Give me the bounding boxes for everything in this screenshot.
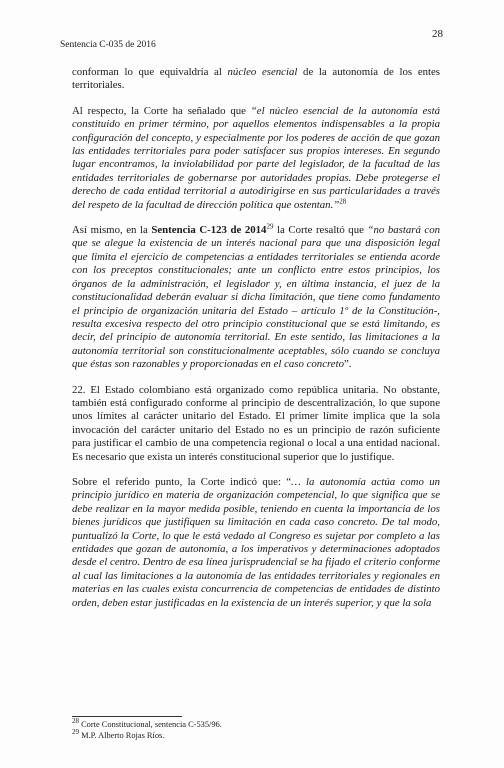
paragraph-2: Al respecto, la Corte ha señalado que “el núcleo esencial de la autonomía está constituido en primer término, por aquellos elementos indispensables a la propia configuración del concepto, y especialmente por los poderes de acción de que gozan las entidades territoriales para poder satisfacer sus propios intereses. En segundo lugar encontramos, la inviolabilidad por parte del legislador, de la facultad de las entidades territoriales de gobernarse por autoridades propias. Debe protegerse el derecho de cada entidad territorial a autodirigirse en sus particularidades a través del respeto de la facultad de dirección política que ostentan.”$^{28}$: [72, 104, 440, 211]
footnote-ref-28[interactable]: 28: [339, 197, 347, 206]
footnote-29: $^{29}$ M.P. Alberto Rojas Ríos.: [72, 727, 165, 740]
footnote-divider: [72, 716, 182, 717]
footnote-ref-29[interactable]: 29: [266, 222, 274, 231]
paragraph-1: conforman lo que equivaldría al núcleo esencial de la autonomía de los entes territoriales.: [72, 66, 441, 92]
paragraph-22: 22. El Estado colombiano está organizado como república unitaria. No obstante, también está configurado conforme al principio de descentralización, lo que supone unos límites al carácter unitario del Estado. El primer límite implica que la sola invocación del carácter unitario del Estado no es un principio de razón suficiente para justificar el cambio de una competencia regional o local a una entidad nacional. Es necesario que exista un interés constitucional superior que lo justifique.: [72, 383, 440, 463]
page-number: 28: [432, 28, 443, 40]
document-body: [72, 66, 440, 622]
footnotes: [72, 717, 440, 741]
running-header: Sentencia C-035 de 2016: [60, 40, 156, 50]
paragraph-3: Así mismo, en la Sentencia C-123 de 2014$^{29}$ la Corte resaltó que “no bastará con que se alegue la existencia de un interés nacional para que una disposición legal que limita el ejercicio de competencias a entidades territoriales se entienda acorde con los preceptos constitucionales; ante un conflicto entre estos principios, los órganos de la administración, el legislador y, en última instancia, el juez de la constitucionalidad deberán evaluar si dicha limitación, que tiene como fundamento el principio de organización unitaria del Estado – artículo 1º de la Constitución-, resulta excesiva respecto del otro principio constitucional que se está limitando, es decir, del principio de autonomía territorial. En este sentido, las limitaciones a la autonomía territorial son constitucionalmente aceptables, sólo cuando se concluya que éstas son razonables y proporcionadas en el caso concreto”.: [72, 222, 440, 371]
case-citation: Sentencia C-123 de 2014: [151, 224, 267, 237]
paragraph-5: Sobre el referido punto, la Corte indicó que: “… la autonomía actúa como un principio jurídico en materia de organización competencial, lo que significa que se debe realizar en la mayor medida posible, teniendo en cuenta la importancia de los bienes jurídicos que justifiquen su limitación en cada caso concreto. De tal modo, puntualizó la Corte, lo que le está vedado al Congreso es sujetar por completo a las entidades que gozan de autonomía, a los imperativos y determinaciones adoptados desde el centro. Dentro de esa línea jurisprudencial se ha fijado el criterio conforme al cual las limitaciones a la autonomía de las entidades territoriales y regionales en materias en las cuales exista concurrencia de competencias de entidades de distinto orden, deben estar justificadas en la existencia de un interés superior, y que la sola: [72, 475, 440, 609]
footnote-28: $^{28}$ Corte Constitucional, sentencia C-535/96.: [72, 717, 222, 729]
